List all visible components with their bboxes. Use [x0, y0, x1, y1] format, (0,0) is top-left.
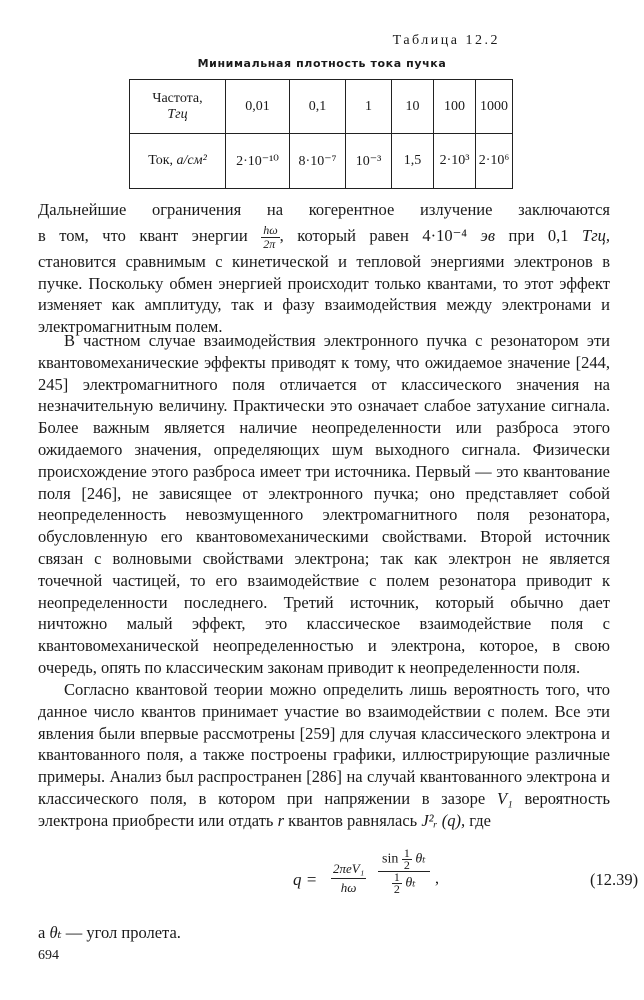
half-fraction [392, 872, 402, 895]
sinc-numerator [378, 848, 430, 872]
current-density-table [129, 79, 513, 189]
paragraph-1-text-a: в том, что квант энергии [38, 225, 248, 245]
quanta-count: r [277, 810, 284, 830]
current-header-unit: а/см² [176, 153, 207, 168]
paragraph-1-line-1: Дальнейшие ограничения на когерентное излучение заключаются [38, 200, 610, 219]
fraction-numerator: hω [263, 222, 278, 237]
paragraph-1-rest: становится сравнимым с кинетической и тепловой энергиями электронов в пучке. Поскольку обмен энергией происходит только квантами, то этот эффект изменяет как амплитуду, так и фазу взаимодействия между электронами и электромагнитным полем. [38, 251, 610, 337]
paragraph-3-text-c: квантов равнялась [288, 810, 418, 830]
table-cell: 1 [346, 80, 392, 134]
paragraph-1-text-c: при 0,1 [508, 225, 569, 245]
paragraph-3 [38, 679, 610, 832]
transit-angle: θₜ [415, 851, 426, 867]
equation-number: (12.39) [590, 870, 639, 889]
table-cell: 1000 [476, 80, 513, 134]
table-cell: 8·10⁻⁷ [290, 134, 346, 189]
table-cell: 0,1 [290, 80, 346, 134]
coefficient-denominator: hω [340, 880, 357, 895]
paragraph-1-text-b: , который равен 4·10⁻⁴ [279, 225, 468, 245]
table-caption: Минимальная плотность тока пучка [197, 57, 447, 70]
where-clause [38, 922, 610, 944]
where-text: — угол пролета. [65, 923, 181, 942]
paragraph-3-text-a: Согласно квантовой теории можно определить лишь вероятность того, что данное число квантов принимает участие во взаимодействии с полем. Все эти явления были впервые рассмотрены [259] для случая классического электрона и квантованного поля, а также построены графики, иллюстрирующие различные примеры. Анализ был распространен [286] на случай квантованного электрона и классического поля, в котором при напряжении в зазоре [38, 680, 610, 808]
frequency-header [130, 80, 226, 134]
table-label: Таблица 12.2 [392, 33, 500, 48]
unit-thz: Тгц, [582, 225, 611, 245]
table-cell: 2·10³ [434, 134, 476, 189]
equation-lhs: q = [293, 870, 318, 889]
paragraph-1-line-2 [38, 221, 610, 251]
half-fraction [402, 848, 412, 871]
table-cell: 10 [392, 80, 434, 134]
table-row [130, 134, 513, 189]
half-numerator: 1 [403, 846, 410, 860]
where-a: a [38, 923, 46, 942]
unit-ev: эв [480, 225, 495, 245]
coefficient-fraction [331, 860, 366, 897]
half-denominator: 2 [393, 882, 400, 896]
half-denominator: 2 [403, 858, 410, 872]
bessel-function: J²ᵣ (q), [421, 810, 466, 830]
table-cell: 10⁻³ [346, 134, 392, 189]
table-row [130, 80, 513, 134]
gap-voltage: V₁ [496, 788, 513, 808]
table-cell: 2·10⁻¹⁰ [226, 134, 290, 189]
table-cell: 100 [434, 80, 476, 134]
coefficient-numerator: 2πeV₁ [331, 860, 366, 879]
where-theta: θₜ [49, 923, 62, 942]
paragraph-3-text-d: где [469, 810, 491, 830]
paragraph-1 [38, 199, 610, 338]
equation-comma: , [435, 870, 439, 887]
frequency-header-label: Частота, [152, 90, 203, 106]
half-numerator: 1 [393, 870, 400, 884]
sinc-denominator [378, 872, 430, 895]
h-omega-over-2pi [261, 224, 279, 251]
page-number: 694 [38, 948, 59, 963]
table-cell: 0,01 [226, 80, 290, 134]
current-header [130, 134, 226, 189]
sin-label: sin [382, 851, 399, 867]
equation-12-39 [38, 846, 639, 918]
table-cell: 1,5 [392, 134, 434, 189]
fraction-denominator: 2π [263, 236, 276, 251]
transit-angle: θₜ [405, 875, 416, 891]
paragraph-3-text-b: вероятность электрона приобрести или отдать [38, 788, 611, 830]
frequency-header-unit: Тгц [167, 106, 188, 122]
current-header-label: Ток, [148, 153, 174, 168]
table-cell: 2·10⁶ [476, 134, 513, 189]
paragraph-2: В частном случае взаимодействия электронного пучка с резонатором эти квантовомеханические эффекты приводят к тому, что ожидаемое значение [244, 245] электромагнитного поля отличается от классического значения на незначительную величину. Практически это означает слабое затухание сигнала. Более важным является наличие неопределенности или разброса этого ожидаемого значения, определяющих шум выходного сигнала. Физически происхождение этого разброса имеет три источника. Первый — это квантование поля [246], не зависящее от электронного пучка; оно представляет собой неопределенность невозмущенного электромагнитного поля резонатора, обусловленную его квантовомеханическими свойствами. Второй источник связан с волновыми свойствами электрона; так как электрон не является точечной частицей, то его взаимодействие с полем резонатора приводит к неопределенности последнего. Третий источник, который обычно дает ничтожно малый эффект, это классическое взаимодействие поля с квантовомеханической неопределенностью и электрона, которое, в свою очередь, опять по классическим законам приводит к неопределенности поля. [38, 331, 610, 677]
sinc-fraction [378, 848, 430, 895]
